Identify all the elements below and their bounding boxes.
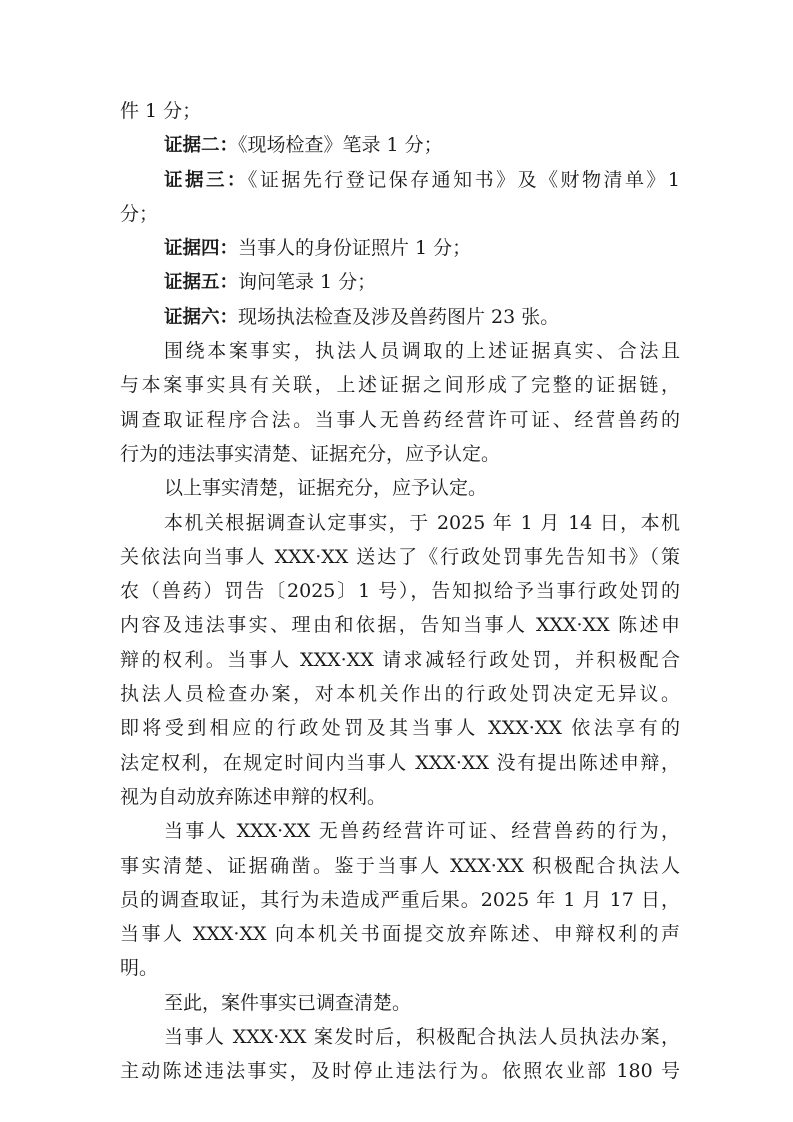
document-body: [120, 94, 680, 1089]
text-line: 件 1 分；: [120, 100, 202, 122]
evidence-item-5: 证据五：询问笔录 1 分；: [164, 271, 377, 294]
paragraph-line: 即将受到相应的行政处罚及其当事人 XXX·XX 依法享有的: [120, 717, 680, 740]
text-line: 分；: [120, 202, 159, 225]
evidence-item-4: 证据四：当事人的身份证照片 1 分；: [164, 237, 472, 260]
paragraph-line: 以上事实清楚，证据充分，应予认定。: [164, 477, 488, 500]
evidence-item-2: 证据二：《现场检查》笔录 1 分；: [164, 134, 443, 157]
evidence-label: 证据二：: [164, 135, 239, 157]
evidence-item-3: 证据三：《证据先行登记保存通知书》及《财物清单》1: [164, 168, 680, 191]
paragraph-line: 法定权利，在规定时间内当事人 XXX·XX 没有提出陈述申辩，: [120, 751, 680, 774]
paragraph-line: 明。: [120, 957, 159, 980]
paragraph-line: 农（兽药）罚告〔2025〕1 号），告知拟给予当事行政处罚的: [120, 580, 680, 603]
paragraph-line: 当事人 XXX·XX 无兽药经营许可证、经营兽药的行为，: [164, 820, 680, 843]
evidence-label: 证据四：: [164, 238, 239, 260]
paragraph-line: 调查取证程序合法。当事人无兽药经营许可证、经营兽药的: [120, 408, 680, 431]
evidence-label: 证据五：: [164, 272, 239, 294]
paragraph-line: 当事人 XXX·XX 案发时后，积极配合执法人员执法办案，: [164, 1026, 680, 1049]
paragraph-line: 至此，案件事实已调查清楚。: [164, 991, 412, 1014]
paragraph-line: 员的调查取证，其行为未造成严重后果。2025 年 1 月 17 日，: [120, 888, 680, 911]
paragraph-line: 执法人员检查办案，对本机关作出的行政处罚决定无异议。: [120, 683, 680, 706]
paragraph-line: 内容及违法事实、理由和依据，告知当事人 XXX·XX 陈述申: [120, 614, 680, 637]
paragraph-line: 辩的权利。当事人 XXX·XX 请求减轻行政处罚，并积极配合: [120, 648, 680, 671]
paragraph-line: 关依法向当事人 XXX·XX 送达了《行政处罚事先告知书》（策: [120, 545, 680, 568]
paragraph-line: 本机关根据调查认定事实，于 2025 年 1 月 14 日，本机: [164, 511, 680, 534]
evidence-item-6: 证据六：现场执法检查及涉及兽药图片 23 张。: [164, 305, 560, 328]
paragraph-line: 当事人 XXX·XX 向本机关书面提交放弃陈述、申辩权利的声: [120, 923, 680, 946]
paragraph-line: 围绕本案事实，执法人员调取的上述证据真实、合法且: [164, 340, 680, 363]
evidence-label: 证据三：: [164, 169, 248, 191]
paragraph-line: 主动陈述违法事实，及时停止违法行为。依照农业部 180 号: [120, 1060, 680, 1083]
paragraph-line: 行为的违法事实清楚、证据充分，应予认定。: [120, 442, 501, 465]
paragraph-line: 事实清楚、证据确凿。鉴于当事人 XXX·XX 积极配合执法人: [120, 854, 680, 877]
paragraph-line: 视为自动放弃陈述申辩的权利。: [120, 785, 387, 808]
evidence-label: 证据六：: [164, 306, 239, 328]
paragraph-line: 与本案事实具有关联，上述证据之间形成了完整的证据链，: [120, 374, 680, 397]
